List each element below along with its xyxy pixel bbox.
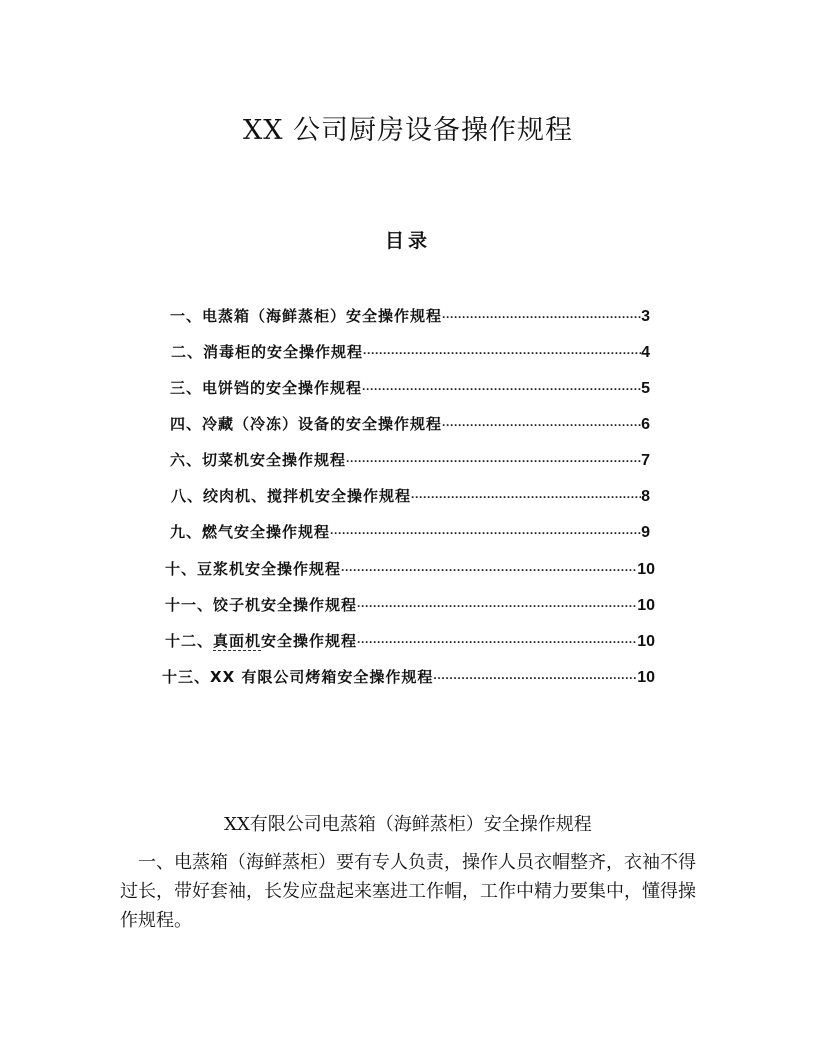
toc-dot-leader	[357, 599, 637, 613]
toc-entry-label: 四、冷藏（冷冻）设备的安全操作规程	[170, 415, 443, 433]
toc-entry-label: 九、燃气安全操作规程	[170, 523, 331, 541]
toc-page-number: 10	[637, 597, 655, 614]
toc-page-number: 6	[641, 416, 650, 433]
toc-entry[interactable]	[162, 666, 655, 690]
toc-entry-label-prefix: 十二、	[165, 632, 214, 650]
toc-entry[interactable]	[170, 305, 650, 329]
toc-heading: 目录	[384, 230, 431, 252]
toc-page-number: 5	[641, 380, 650, 397]
toc-entry-label: 六、切菜机安全操作规程	[170, 451, 347, 469]
toc-page-number: 8	[641, 488, 650, 505]
toc-dot-leader	[341, 563, 637, 577]
toc-dot-leader	[330, 526, 641, 540]
toc-entry-label: 十一、饺子机安全操作规程	[165, 596, 358, 614]
toc-dot-leader	[433, 671, 637, 685]
document-title: XX 公司厨房设备操作规程	[242, 115, 574, 146]
body-paragraph: 一、电蒸箱（海鲜蒸柜）要有专人负责，操作人员衣帽整齐，衣袖不得过长，带好套袖，长发应盘起来塞进工作帽，工作中精力要集中，懂得操作规程。	[120, 852, 696, 931]
toc-dot-leader	[411, 490, 641, 504]
toc-dot-leader	[346, 454, 641, 468]
toc-page-number: 3	[641, 308, 650, 325]
toc-entry[interactable]	[170, 521, 650, 545]
toc-page-number: 10	[637, 669, 655, 686]
section-title: XX有限公司电蒸箱（海鲜蒸柜）安全操作规程	[224, 814, 592, 835]
toc-entry[interactable]	[170, 413, 650, 437]
toc-dot-leader	[442, 310, 641, 324]
toc-entry-label: 十三、XX 有限公司烤箱安全操作规程	[162, 668, 434, 686]
toc-entry[interactable]	[171, 341, 650, 365]
toc-dot-leader	[442, 418, 641, 432]
toc-entry-label: 八、绞肉机、搅拌机安全操作规程	[171, 487, 412, 505]
toc-entry-label: 十、豆浆机安全操作规程	[165, 560, 342, 578]
toc-entry-label: 一、电蒸箱（海鲜蒸柜）安全操作规程	[170, 307, 443, 325]
toc-entry-label	[165, 630, 357, 651]
toc-page-number: 10	[637, 561, 655, 578]
toc-page-number: 9	[641, 524, 650, 541]
toc-entry-label: 三、电饼铛的安全操作规程	[170, 379, 363, 397]
toc-dot-leader	[363, 346, 641, 360]
toc-page-number: 10	[637, 633, 655, 650]
toc-entry[interactable]	[170, 377, 650, 401]
toc-entry-label: 二、消毒柜的安全操作规程	[171, 343, 364, 361]
toc-entry[interactable]	[170, 449, 650, 473]
spellcheck-underlined-text: 真面机	[213, 632, 262, 650]
toc-page-number: 4	[641, 344, 650, 361]
toc-entry[interactable]	[165, 558, 655, 582]
toc-entry[interactable]	[165, 630, 655, 654]
toc-dot-leader	[357, 635, 637, 649]
toc-dot-leader	[362, 382, 641, 396]
toc-page-number: 7	[641, 452, 650, 469]
toc-entry[interactable]	[165, 594, 655, 618]
toc-entry-label-suffix: 安全操作规程	[261, 632, 358, 650]
toc-entry[interactable]	[171, 485, 650, 509]
